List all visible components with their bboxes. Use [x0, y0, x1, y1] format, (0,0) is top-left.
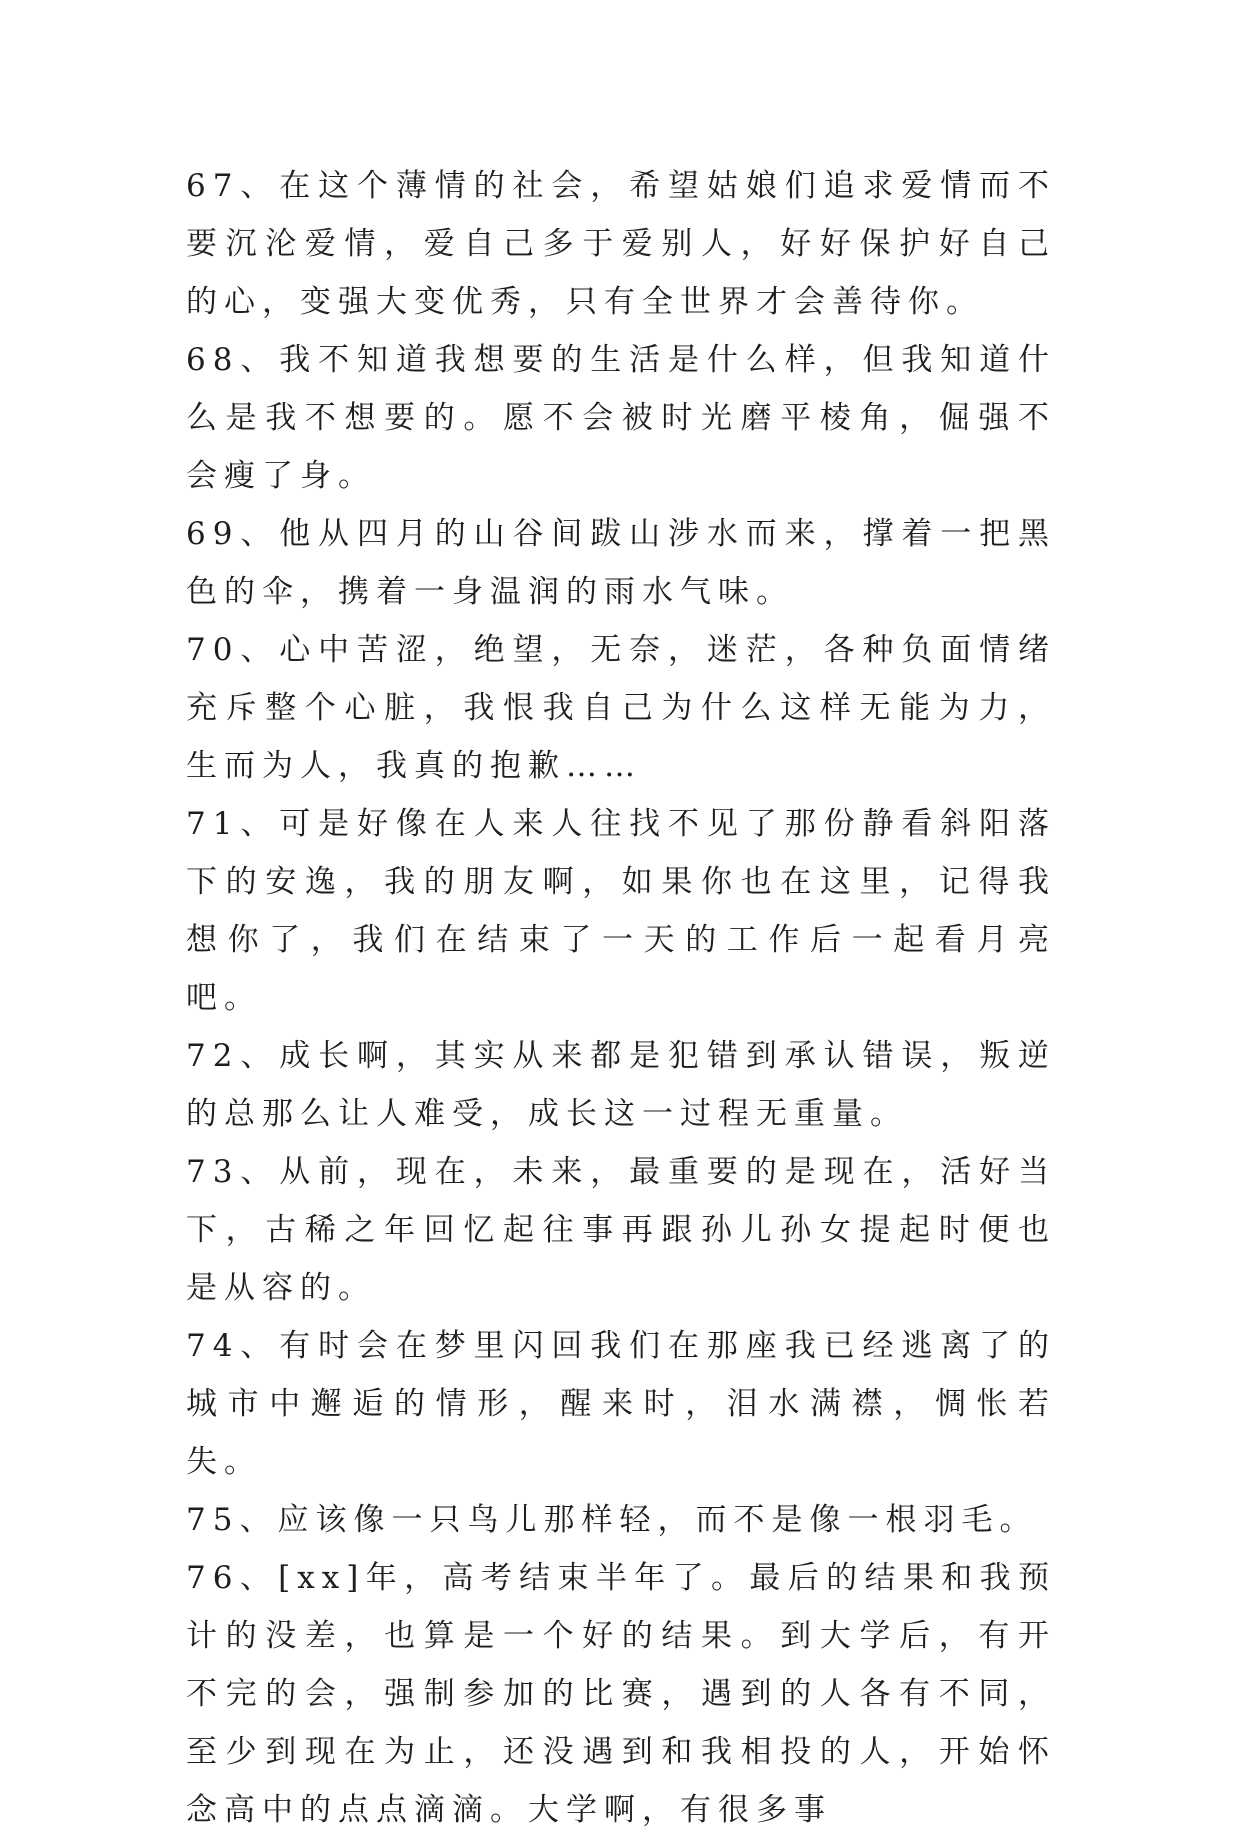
paragraph-73: 73、从前，现在，未来，最重要的是现在，活好当下，古稀之年回忆起往事再跟孙儿孙女提起时便也是从容的。 [186, 1154, 1056, 1306]
paragraph-68: 68、我不知道我想要的生活是什么样，但我知道什么是我不想要的。愿不会被时光磨平棱角，倔强不会瘦了身。 [186, 342, 1056, 494]
paragraph-67: 67、在这个薄情的社会，希望姑娘们追求爱情而不要沉沦爱情，爱自己多于爱别人，好好保护好自己的心，变强大变优秀，只有全世界才会善待你。 [186, 168, 1056, 320]
paragraph-75: 75、应该像一只鸟儿那样轻，而不是像一根羽毛。 [186, 1502, 1038, 1538]
document-body [186, 157, 1056, 1839]
paragraph-70: 70、心中苦涩，绝望，无奈，迷茫，各种负面情绪充斥整个心脏，我恨我自己为什么这样无能为力，生而为人，我真的抱歉…… [186, 632, 1056, 784]
paragraph-69: 69、他从四月的山谷间跋山涉水而来，撑着一把黑色的伞，携着一身温润的雨水气味。 [186, 516, 1056, 610]
paragraph-76: 76、[xx]年，高考结束半年了。最后的结果和我预计的没差，也算是一个好的结果。到大学后，有开不完的会，强制参加的比赛，遇到的人各有不同，至少到现在为止，还没遇到和我相投的人，开始怀念高中的点点滴滴。大学啊，有很多事 [186, 1560, 1056, 1828]
paragraph-71: 71、可是好像在人来人往找不见了那份静看斜阳落下的安逸，我的朋友啊，如果你也在这里，记得我想你了，我们在结束了一天的工作后一起看月亮吧。 [186, 806, 1056, 1016]
paragraph-74: 74、有时会在梦里闪回我们在那座我已经逃离了的城市中邂逅的情形，醒来时，泪水满襟，惆怅若失。 [186, 1328, 1056, 1480]
paragraph-72: 72、成长啊，其实从来都是犯错到承认错误，叛逆的总那么让人难受，成长这一过程无重量。 [186, 1038, 1056, 1132]
